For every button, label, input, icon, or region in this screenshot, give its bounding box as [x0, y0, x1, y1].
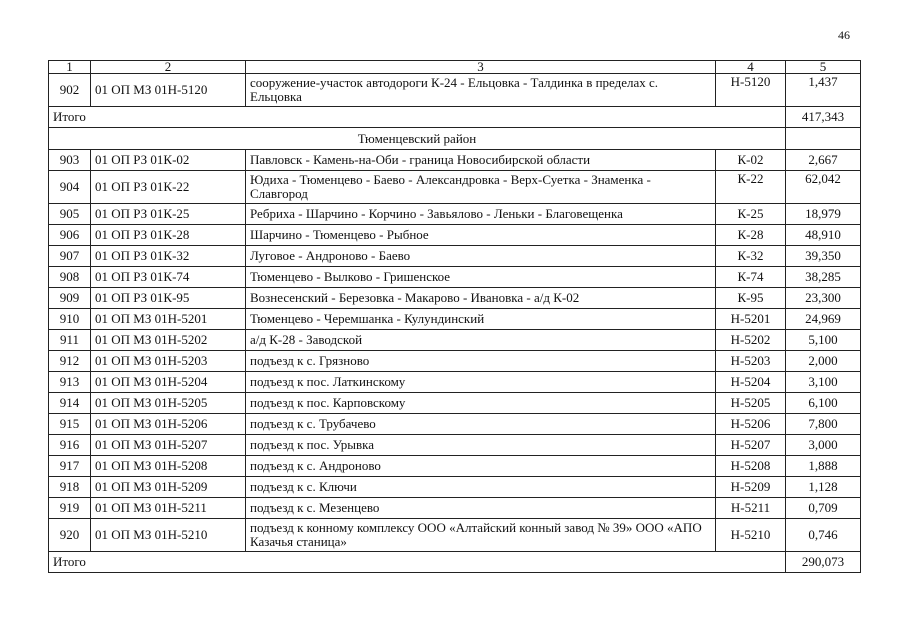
road-code: 01 ОП МЗ 01Н-5202 — [91, 330, 246, 351]
road-index: Н-5202 — [716, 330, 786, 351]
road-name: а/д К-28 - Заводской — [246, 330, 716, 351]
road-index: Н-5209 — [716, 477, 786, 498]
table-row — [49, 414, 861, 435]
road-length: 0,709 — [786, 498, 861, 519]
row-number: 913 — [49, 372, 91, 393]
row-number: 915 — [49, 414, 91, 435]
road-length: 3,100 — [786, 372, 861, 393]
road-code: 01 ОП МЗ 01Н-5204 — [91, 372, 246, 393]
road-length: 39,350 — [786, 246, 861, 267]
row-number: 911 — [49, 330, 91, 351]
road-length: 1,128 — [786, 477, 861, 498]
road-code: 01 ОП РЗ 01К-02 — [91, 150, 246, 171]
road-code: 01 ОП РЗ 01К-95 — [91, 288, 246, 309]
table-row — [49, 74, 861, 107]
table-row — [49, 288, 861, 309]
row-number: 916 — [49, 435, 91, 456]
road-code: 01 ОП РЗ 01К-74 — [91, 267, 246, 288]
table-row — [49, 519, 861, 552]
road-code: 01 ОП МЗ 01Н-5211 — [91, 498, 246, 519]
road-index: К-28 — [716, 225, 786, 246]
table-row — [49, 498, 861, 519]
district-row — [49, 128, 861, 150]
total-row — [49, 552, 861, 573]
table-row — [49, 330, 861, 351]
table-row — [49, 456, 861, 477]
road-length: 18,979 — [786, 204, 861, 225]
road-length: 24,969 — [786, 309, 861, 330]
total-row — [49, 107, 861, 128]
road-code: 01 ОП МЗ 01Н-5203 — [91, 351, 246, 372]
table-row — [49, 171, 861, 204]
table-row — [49, 477, 861, 498]
table-row — [49, 393, 861, 414]
header-cell: 3 — [246, 61, 716, 74]
road-length: 6,100 — [786, 393, 861, 414]
table-row — [49, 435, 861, 456]
road-index: Н-5120 — [716, 74, 786, 107]
row-number: 910 — [49, 309, 91, 330]
road-code: 01 ОП МЗ 01Н-5205 — [91, 393, 246, 414]
road-index: Н-5208 — [716, 456, 786, 477]
road-length: 1,437 — [786, 74, 861, 107]
road-code: 01 ОП РЗ 01К-28 — [91, 225, 246, 246]
table-row — [49, 246, 861, 267]
road-index: Н-5203 — [716, 351, 786, 372]
road-length: 2,000 — [786, 351, 861, 372]
road-index: К-32 — [716, 246, 786, 267]
total-value: 417,343 — [786, 107, 861, 128]
road-length: 1,888 — [786, 456, 861, 477]
table-row — [49, 267, 861, 288]
row-number: 907 — [49, 246, 91, 267]
row-number: 919 — [49, 498, 91, 519]
road-code: 01 ОП МЗ 01Н-5210 — [91, 519, 246, 552]
road-index: Н-5207 — [716, 435, 786, 456]
road-index: К-25 — [716, 204, 786, 225]
road-name: подъезд к с. Трубачево — [246, 414, 716, 435]
table-row — [49, 372, 861, 393]
row-number: 902 — [49, 74, 91, 107]
table-row — [49, 150, 861, 171]
road-code: 01 ОП РЗ 01К-25 — [91, 204, 246, 225]
road-name: подъезд к с. Ключи — [246, 477, 716, 498]
road-name: Тюменцево - Вылково - Гришенское — [246, 267, 716, 288]
row-number: 917 — [49, 456, 91, 477]
header-cell: 5 — [786, 61, 861, 74]
row-number: 909 — [49, 288, 91, 309]
row-number: 904 — [49, 171, 91, 204]
road-name: подъезд к пос. Урывка — [246, 435, 716, 456]
page-number: 46 — [838, 28, 850, 42]
road-index: Н-5205 — [716, 393, 786, 414]
road-code: 01 ОП МЗ 01Н-5207 — [91, 435, 246, 456]
road-index: Н-5204 — [716, 372, 786, 393]
road-index: К-95 — [716, 288, 786, 309]
road-name: Юдиха - Тюменцево - Баево - Александровка - Верх-Суетка - Знаменка - Славгород — [246, 171, 716, 204]
road-length: 0,746 — [786, 519, 861, 552]
header-cell: 1 — [49, 61, 91, 74]
road-code: 01 ОП РЗ 01К-32 — [91, 246, 246, 267]
road-code: 01 ОП МЗ 01Н-5208 — [91, 456, 246, 477]
row-number: 908 — [49, 267, 91, 288]
road-length: 5,100 — [786, 330, 861, 351]
row-number: 920 — [49, 519, 91, 552]
row-number: 903 — [49, 150, 91, 171]
road-length: 62,042 — [786, 171, 861, 204]
row-number: 912 — [49, 351, 91, 372]
table-row — [49, 351, 861, 372]
table-header-row — [49, 61, 861, 74]
road-name: Ребриха - Шарчино - Корчино - Завьялово - Леньки - Благовещенка — [246, 204, 716, 225]
road-name: подъезд к с. Грязново — [246, 351, 716, 372]
table-row — [49, 204, 861, 225]
road-name: подъезд к с. Мезенцево — [246, 498, 716, 519]
road-index: Н-5206 — [716, 414, 786, 435]
road-code: 01 ОП МЗ 01Н-5201 — [91, 309, 246, 330]
header-cell: 2 — [91, 61, 246, 74]
table-row — [49, 225, 861, 246]
road-code: 01 ОП МЗ 01Н-5209 — [91, 477, 246, 498]
road-length: 38,285 — [786, 267, 861, 288]
road-name: Вознесенский - Березовка - Макарово - Ивановка - а/д К-02 — [246, 288, 716, 309]
row-number: 918 — [49, 477, 91, 498]
road-length: 3,000 — [786, 435, 861, 456]
road-length: 2,667 — [786, 150, 861, 171]
table-row — [49, 309, 861, 330]
road-index: Н-5210 — [716, 519, 786, 552]
road-name: Шарчино - Тюменцево - Рыбное — [246, 225, 716, 246]
road-name: сооружение-участок автодороги К-24 - Ельцовка - Талдинка в пределах с. Ельцовка — [246, 74, 716, 107]
road-code: 01 ОП МЗ 01Н-5206 — [91, 414, 246, 435]
road-name: Павловск - Камень-на-Оби - граница Новосибирской области — [246, 150, 716, 171]
road-length: 48,910 — [786, 225, 861, 246]
header-cell: 4 — [716, 61, 786, 74]
district-empty-cell — [786, 128, 861, 150]
road-length: 23,300 — [786, 288, 861, 309]
road-index: Н-5211 — [716, 498, 786, 519]
road-name: Тюменцево - Черемшанка - Кулундинский — [246, 309, 716, 330]
row-number: 905 — [49, 204, 91, 225]
road-length: 7,800 — [786, 414, 861, 435]
row-number: 914 — [49, 393, 91, 414]
road-name: подъезд к с. Андроново — [246, 456, 716, 477]
total-label: Итого — [49, 107, 786, 128]
total-label: Итого — [49, 552, 786, 573]
road-index: Н-5201 — [716, 309, 786, 330]
road-index: К-02 — [716, 150, 786, 171]
road-name: подъезд к пос. Латкинскому — [246, 372, 716, 393]
road-code: 01 ОП РЗ 01К-22 — [91, 171, 246, 204]
district-name: Тюменцевский район — [49, 128, 786, 150]
road-index: К-22 — [716, 171, 786, 204]
road-name: Луговое - Андроново - Баево — [246, 246, 716, 267]
total-value: 290,073 — [786, 552, 861, 573]
road-index: К-74 — [716, 267, 786, 288]
row-number: 906 — [49, 225, 91, 246]
road-name: подъезд к пос. Карповскому — [246, 393, 716, 414]
roads-table — [48, 60, 861, 573]
road-code: 01 ОП МЗ 01Н-5120 — [91, 74, 246, 107]
road-name: подъезд к конному комплексу ООО «Алтайский конный завод № 39» ООО «АПО Казачья станица» — [246, 519, 716, 552]
